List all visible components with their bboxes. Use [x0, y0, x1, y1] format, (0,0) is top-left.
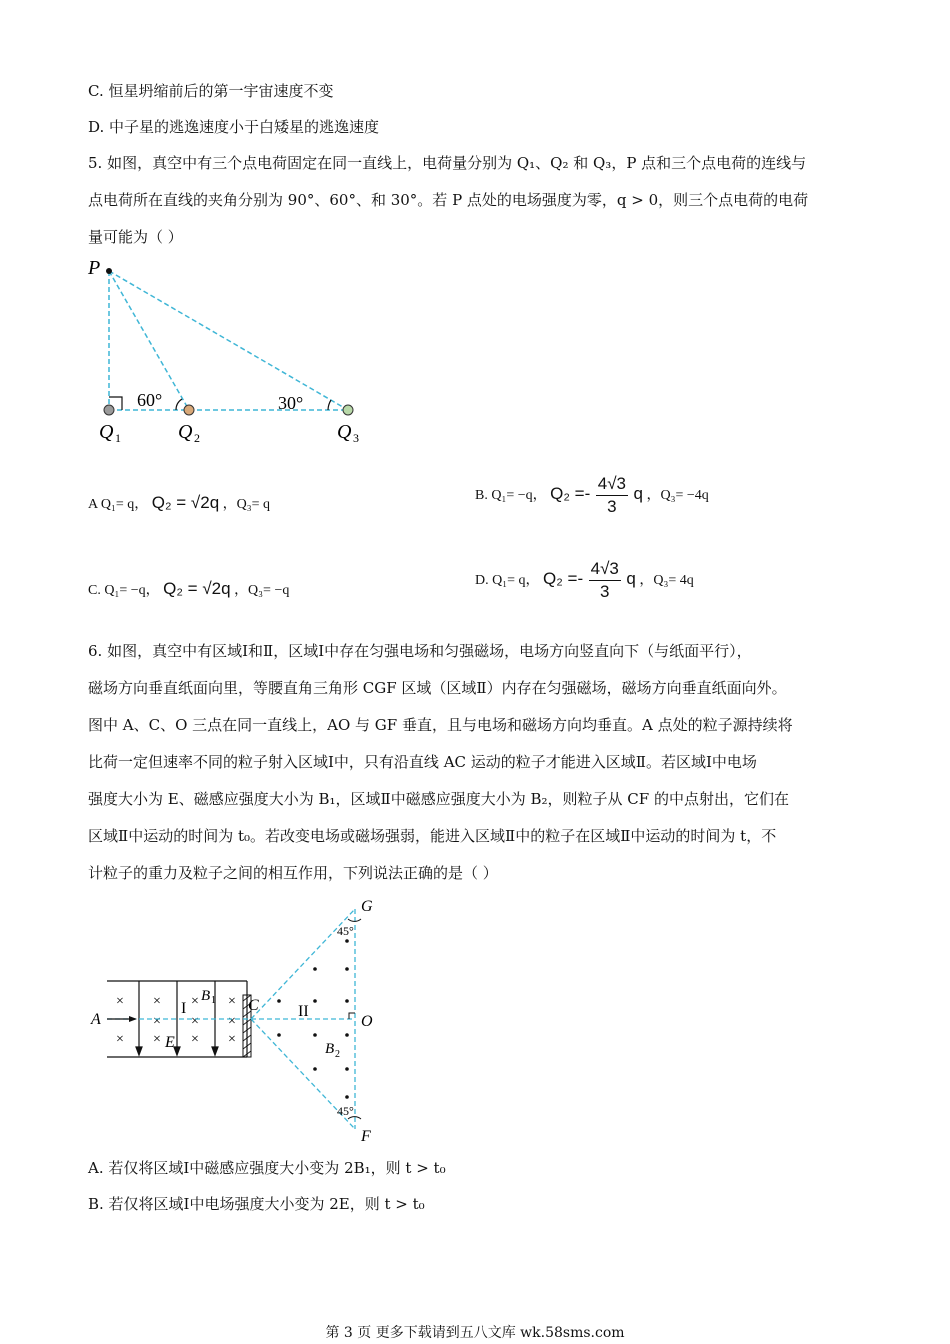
q6-stem-line-3: 图中 A、C、O 三点在同一直线上，AO 与 GF 垂直，且与电场和磁场方向均垂直。A 点处的粒子源持续将	[88, 716, 793, 734]
q6-figure	[85, 895, 395, 1150]
option-5b-denominator: 3	[607, 497, 617, 517]
label-q1-sub: 1	[115, 431, 121, 445]
right-angle-o	[349, 1013, 355, 1019]
option-5d-denominator: 3	[600, 582, 610, 602]
option-4d: D. 中子星的逃逸速度小于白矮星的逃逸速度	[88, 118, 380, 136]
label-45-bottom: 45°	[337, 1104, 354, 1118]
option-5d-prefix: D. Q₁= q，	[475, 573, 540, 588]
cross: ×	[228, 1032, 236, 1047]
label-o: O	[361, 1013, 373, 1030]
option-5a-suffix: ，Q₃= q	[222, 497, 271, 512]
q6-stem-line-2: 磁场方向垂直纸面向里，等腰直角三角形 CGF 区域（区域Ⅱ）内存在匀强磁场，磁场方向垂直纸面向外。	[88, 679, 787, 697]
label-45-top: 45°	[337, 924, 354, 938]
cross: ×	[153, 1014, 161, 1029]
q6-stem-line-4: 比荷一定但速率不同的粒子射入区域Ⅰ中，只有沿直线 AC 运动的粒子才能进入区域Ⅱ。若区域Ⅰ中电场	[88, 753, 757, 771]
charge-q2	[184, 405, 194, 415]
label-a: A	[91, 1011, 101, 1028]
label-b1-sub: 1	[211, 995, 216, 1006]
option-4c: C. 恒星坍缩前后的第一宇宙速度不变	[88, 82, 334, 100]
label-q3-sub: 3	[353, 431, 359, 445]
option-5d-q2: Q₂ =-	[543, 569, 584, 588]
label-b1: B	[201, 988, 211, 1004]
cross: ×	[116, 1032, 124, 1047]
label-region-2: II	[298, 1003, 309, 1020]
q6-stem-line-6: 区域Ⅱ中运动的时间为 t₀。若改变电场或磁场强弱，能进入区域Ⅱ中的粒子在区域Ⅱ中运动的时间为 t，不	[88, 827, 777, 845]
cross: ×	[191, 1014, 199, 1029]
option-5b-suffix: ，Q₃= −4q	[646, 488, 709, 503]
q5-stem-line-3: 量可能为（ ）	[88, 228, 183, 246]
option-5c-prefix: C. Q₁= −q，	[88, 583, 160, 598]
option-5b-fraction	[596, 473, 628, 518]
label-e: E	[165, 1034, 175, 1051]
q5-figure	[80, 252, 380, 452]
option-5b-q: q	[633, 484, 643, 503]
q5-stem-line-1: 5. 如图，真空中有三个点电荷固定在同一直线上，电荷量分别为 Q₁、Q₂ 和 Q₃，P 点和三个点电荷的连线与	[88, 154, 807, 172]
label-30: 30°	[278, 393, 304, 413]
option-6a: A. 若仅将区域Ⅰ中磁感应强度大小变为 2B₁，则 t > t₀	[88, 1159, 446, 1177]
option-5d-numerator: 4√3	[589, 558, 621, 581]
option-5b-prefix: B. Q₁= −q，	[475, 488, 547, 503]
option-5a	[88, 493, 270, 515]
q6-stem-line-1: 6. 如图，真空中有区域Ⅰ和Ⅱ，区域Ⅰ中存在匀强电场和匀强磁场，电场方向竖直向下（与纸面平行），	[88, 642, 752, 660]
page-footer: 第 3 页 更多下载请到五八文库 wk.58sms.com	[325, 1325, 625, 1341]
option-5c	[88, 579, 289, 601]
particle-arrow-head	[129, 1016, 137, 1022]
label-q1: Q	[99, 421, 114, 443]
region1-crosses	[116, 994, 236, 1047]
q6-stem-line-5: 强度大小为 E、磁感应强度大小为 B₁，区域Ⅱ中磁感应强度大小为 B₂，则粒子从 CF 的中点射出，它们在	[88, 790, 789, 808]
label-b2-sub: 2	[335, 1049, 340, 1060]
option-5a-formula: Q₂ = √2q	[151, 493, 220, 512]
label-p: P	[88, 257, 101, 279]
option-5d-fraction	[589, 558, 621, 603]
option-5c-formula: Q₂ = √2q	[163, 579, 231, 598]
label-q2: Q	[178, 421, 193, 443]
label-q2-sub: 2	[194, 431, 200, 445]
label-b2: B	[325, 1041, 335, 1057]
cross: ×	[191, 1032, 199, 1047]
q5-stem-line-2: 点电荷所在直线的夹角分别为 90°、60°、和 30°。若 P 点处的电场强度为零，q > 0，则三个点电荷的电荷	[88, 191, 809, 209]
option-5d	[475, 557, 694, 603]
label-f: F	[361, 1128, 371, 1145]
option-5b	[475, 472, 709, 518]
label-c: C	[248, 997, 259, 1014]
cross: ×	[228, 994, 236, 1009]
option-6b: B. 若仅将区域Ⅰ中电场强度大小变为 2E，则 t > t₀	[88, 1195, 425, 1213]
label-q3: Q	[337, 421, 352, 443]
label-g: G	[361, 898, 373, 915]
cross: ×	[116, 994, 124, 1009]
option-5b-q2: Q₂ =-	[550, 484, 591, 503]
charge-q1	[104, 405, 114, 415]
option-5c-suffix: ，Q₃= −q	[234, 583, 290, 598]
label-region-1: I	[181, 1000, 187, 1017]
cross: ×	[191, 994, 199, 1009]
q6-stem-line-7: 计粒子的重力及粒子之间的相互作用，下列说法正确的是（ ）	[88, 864, 498, 882]
option-5b-numerator: 4√3	[596, 473, 628, 496]
angle-arc-60	[176, 399, 182, 410]
charge-q3	[343, 405, 353, 415]
cross: ×	[153, 1032, 161, 1047]
option-5a-prefix: A Q₁= q，	[88, 497, 149, 512]
point-p	[106, 268, 112, 274]
cross: ×	[153, 994, 161, 1009]
label-60: 60°	[137, 390, 163, 410]
cross: ×	[228, 1014, 236, 1029]
angle-arc-30	[328, 400, 331, 410]
option-5d-q: q	[626, 569, 636, 588]
option-5d-suffix: ，Q₃= 4q	[639, 573, 694, 588]
